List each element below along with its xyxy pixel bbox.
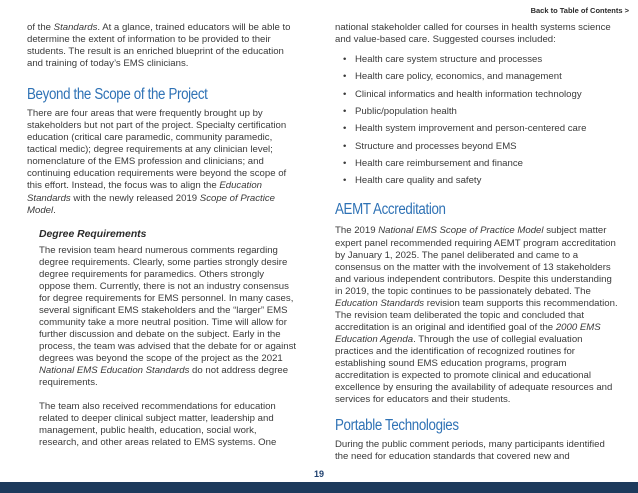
list-item: • Health system improvement and person-centered care (343, 123, 587, 135)
list-item: • Structure and processes beyond EMS (343, 140, 517, 152)
footer-bar (0, 482, 638, 493)
list-item: • Clinical informatics and health information technology (343, 88, 582, 100)
left-column (27, 22, 297, 449)
bullet-icon: • (343, 140, 347, 152)
left-intro-paragraph: of the Standards. At a glance, trained educators will be able to determine the extent of information to be provided to their students. The result is an enriched blueprint of the education and training of today’s EMS clinicians. (27, 22, 291, 70)
right-column (335, 22, 618, 463)
bullet-icon: • (343, 123, 347, 135)
subheading-degree-requirements: Degree Requirements (39, 228, 147, 240)
bullet-icon: • (343, 54, 347, 66)
list-item: • Health care reimbursement and finance (343, 157, 523, 169)
list-item: • Public/population health (343, 105, 457, 117)
bullet-icon: • (343, 71, 347, 83)
beyond-scope-paragraph: There are four areas that were frequently brought up by stakeholders but not part of the project. Specialty certification education (critical care paramedic, community paramedic, tactical medic); degree requirements at any clinician level; nomenclature of the EMS profession and clinicians; and continuing education requirements were beyond the scope of this effort. Instead, the focus was to align the Education Standards with the newly released 2019 Scope of Practice Model. (27, 108, 287, 216)
degree-requirements-paragraph: The revision team heard numerous comments regarding degree requirements. Clearly, some parties strongly desire degree requirements for paramedics. Others strongly oppose them. Currently, there is not an industry consensus for degree requirements for EMS personnel. In many cases, several significant EMS stakeholders and the “larger” EMS community take a more neutral position. Time will allow for further discussion and debate on the subject. Early in the process, the team was advised that the debate for or against degrees was beyond the scope of the project as the 2021 National EMS Education Standards do not address degree requirements. (39, 244, 297, 389)
portable-technologies-paragraph: During the public comment periods, many participants identified the need for education standards that covered new and (335, 439, 605, 463)
bullet-icon: • (343, 105, 347, 117)
section-heading-portable-technologies: Portable Technologies (335, 417, 459, 435)
suggested-courses-list (335, 54, 618, 187)
list-item: • Health care quality and safety (343, 175, 482, 187)
section-heading-aemt-accreditation: AEMT Accreditation (335, 201, 446, 219)
bullet-icon: • (343, 157, 347, 169)
section-heading-beyond-scope: Beyond the Scope of the Project (27, 86, 208, 104)
bullet-icon: • (343, 88, 347, 100)
back-to-toc-link[interactable]: Back to Table of Contents > (530, 6, 629, 15)
bullet-icon: • (343, 175, 347, 187)
list-item: • Health care policy, economics, and management (343, 71, 562, 83)
list-item: • Health care system structure and processes (343, 54, 543, 66)
right-intro-paragraph: national stakeholder called for courses in health systems science and value-based care. Suggested courses included: (335, 22, 611, 46)
aemt-accreditation-paragraph: The 2019 National EMS Scope of Practice Model subject matter expert panel recommended requiring AEMT program accreditation by January 1, 2025. The panel deliberated and came to a consensus on the matter with the involvement of 13 stakeholders and various independent contributors. Despite this understanding in 2019, the topic continues to be passionately debated. The Education Standards revision team supports this recommendation. The revision team deliberated the topic and concluded that accreditation is an original and identified goal of the 2000 EMS Education Agenda. Through the use of collegial evaluation practices and the identification of recognized routines for establishing sound EMS education programs, program accreditation is expected to promote clinical and educational excellence by ensuring the availability of adequate resources and services for educators and their students. (335, 225, 618, 406)
recommendations-paragraph: The team also received recommendations for education related to deeper clinical subject matter, leadership and management, public health, education, social work, research, and other areas related to EMS systems. One (39, 401, 277, 449)
degree-requirements-block (27, 228, 297, 450)
page-number: 19 (313, 469, 324, 479)
